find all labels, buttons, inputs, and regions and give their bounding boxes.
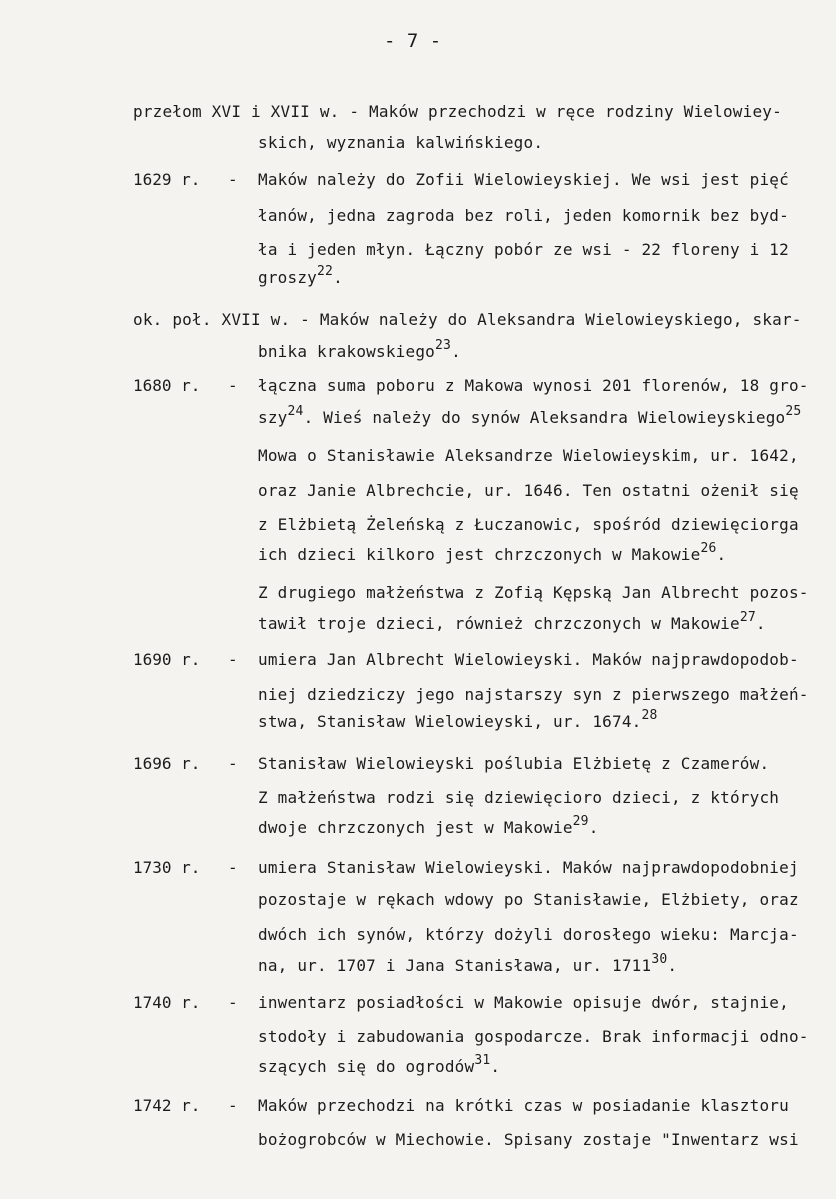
entry-date: 1730 r. (133, 858, 201, 877)
text-fragment: . Wieś należy do synów Aleksandra Wielowieyskiego (303, 408, 786, 427)
period: . (755, 614, 766, 633)
text-line-with-footnote (258, 610, 766, 633)
text-line: ok. poł. XVII w. - Maków należy do Aleksandra Wielowieyskiego, skar- (133, 310, 802, 329)
footnote-ref: 29 (572, 814, 589, 829)
footnote-ref: 27 (739, 610, 756, 625)
footnote-ref: 25 (785, 404, 802, 419)
footnote-ref: 26 (700, 541, 717, 556)
text-line-with-footnote (258, 1053, 501, 1076)
entry-date: 1629 r. (133, 170, 201, 189)
text-line-with-footnote (258, 708, 658, 731)
text-fragment: . (490, 1057, 501, 1076)
entry-date: 1690 r. (133, 650, 201, 669)
text-line-with-footnote (258, 541, 727, 564)
text-line: przełom XVI i XVII w. - Maków przechodzi w ręce rodziny Wielowiey- (133, 102, 782, 121)
page-number: - 7 - (384, 30, 442, 52)
text-line: niej dziedziczy jego najstarszy syn z pierwszego małżeń- (258, 685, 809, 704)
footnote-ref: 24 (287, 404, 304, 419)
entry-date: 1696 r. (133, 754, 201, 773)
text-line-with-footnote (258, 338, 461, 361)
entry-date: 1680 r. (133, 376, 201, 395)
text-line: z Elżbietą Żeleńską z Łuczanowic, spośród dziewięciorga (258, 515, 799, 534)
text-fragment: . (588, 818, 599, 837)
text-fragment: dwoje chrzczonych jest w Makowie (258, 818, 573, 837)
text-fragment: . (667, 956, 678, 975)
footnote-ref: 23 (435, 338, 452, 353)
text-line: inwentarz posiadłości w Makowie opisuje dwór, stajnie, (258, 993, 789, 1012)
entry-date: 1740 r. (133, 993, 201, 1012)
text-line-with-footnote (258, 404, 802, 427)
text-line: Maków przechodzi na krótki czas w posiadanie klasztoru (258, 1096, 789, 1115)
entry-dash: - (228, 650, 238, 669)
text-line: oraz Janie Albrechcie, ur. 1646. Ten ostatni ożenił się (258, 481, 799, 500)
text-line: dwóch ich synów, którzy dożyli dorosłego wieku: Marcja- (258, 925, 799, 944)
text-line: umiera Jan Albrecht Wielowieyski. Maków najprawdopodob- (258, 650, 799, 669)
text-fragment: tawił troje dzieci, również chrzczonych w Makowie (258, 614, 740, 633)
text-fragment: na, ur. 1707 i Jana Stanisława, ur. 1711 (258, 956, 652, 975)
text-line: Z małżeństwa rodzi się dziewięcioro dzieci, z których (258, 788, 780, 807)
text-line-with-footnote (258, 952, 678, 975)
text-line: Stanisław Wielowieyski poślubia Elżbietę z Czamerów. (258, 754, 770, 773)
text-line: łączna suma poboru z Makowa wynosi 201 florenów, 18 gro- (258, 376, 809, 395)
entry-date: 1742 r. (133, 1096, 201, 1115)
text-line: stodoły i zabudowania gospodarcze. Brak informacji odno- (258, 1027, 809, 1046)
footnote-ref: 22 (317, 264, 334, 279)
text-line: skich, wyznania kalwińskiego. (258, 133, 544, 152)
footnote-ref: 28 (641, 708, 658, 723)
entry-dash: - (228, 993, 238, 1012)
period: . (716, 545, 727, 564)
text-line: Z drugiego małżeństwa z Zofią Kępską Jan Albrecht pozos- (258, 583, 809, 602)
text-fragment: groszy (258, 268, 317, 287)
text-line: Maków należy do Zofii Wielowieyskiej. We wsi jest pięć (258, 170, 789, 189)
entry-dash: - (228, 858, 238, 877)
text-line: łanów, jedna zagroda bez roli, jeden komornik bez byd- (258, 206, 789, 225)
text-line: ła i jeden młyn. Łączny pobór ze wsi - 22 floreny i 12 (258, 240, 789, 259)
text-line: bożogrobców w Miechowie. Spisany zostaje "Inwentarz wsi (258, 1130, 799, 1149)
entry-dash: - (228, 754, 238, 773)
text-fragment: . (333, 268, 343, 287)
entry-dash: - (228, 170, 238, 189)
text-fragment: ich dzieci kilkoro jest chrzczonych w Makowie (258, 545, 701, 564)
text-line: pozostaje w rękach wdowy po Stanisławie, Elżbiety, oraz (258, 890, 799, 909)
text-fragment: szy (258, 408, 288, 427)
footnote-ref: 31 (474, 1053, 491, 1068)
text-line-with-footnote (258, 264, 343, 287)
text-fragment: . (451, 342, 461, 361)
text-line: umiera Stanisław Wielowieyski. Maków najprawdopodobniej (258, 858, 799, 877)
text-fragment: stwa, Stanisław Wielowieyski, ur. 1674. (258, 712, 642, 731)
entry-dash: - (228, 1096, 238, 1115)
text-line: Mowa o Stanisławie Aleksandrze Wielowieyskim, ur. 1642, (258, 446, 799, 465)
entry-dash: - (228, 376, 238, 395)
footnote-ref: 30 (651, 952, 668, 967)
text-line-with-footnote (258, 814, 599, 837)
text-fragment: szących się do ogrodów (258, 1057, 475, 1076)
text-fragment: bnika krakowskiego (258, 342, 435, 361)
